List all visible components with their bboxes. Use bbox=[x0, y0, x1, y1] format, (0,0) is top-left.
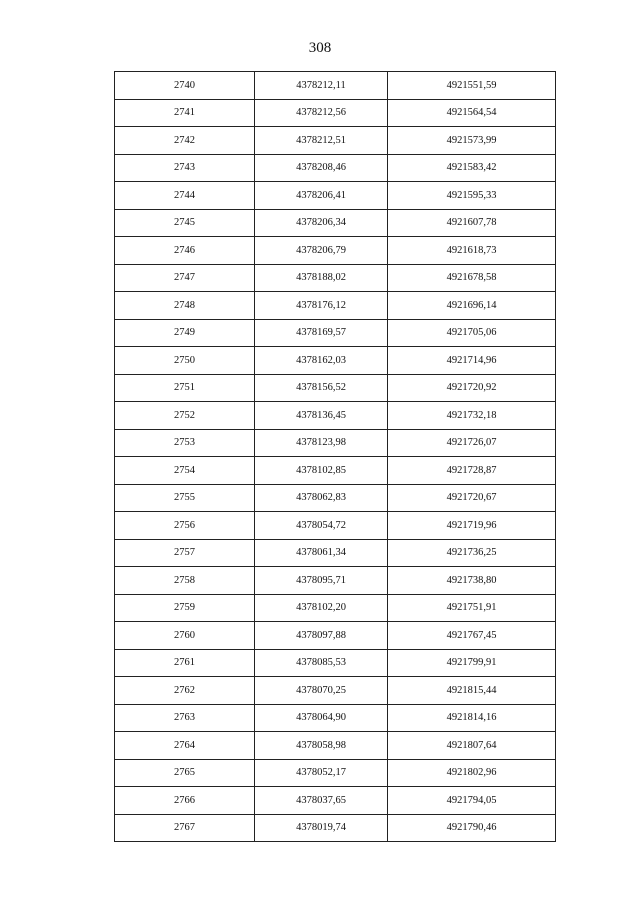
point-number-cell: 2748 bbox=[115, 292, 255, 320]
point-number-cell: 2760 bbox=[115, 622, 255, 650]
y-coordinate-cell: 4921678,58 bbox=[388, 264, 556, 292]
x-coordinate-cell: 4378095,71 bbox=[255, 567, 388, 595]
point-number-cell: 2742 bbox=[115, 127, 255, 155]
point-number-cell: 2756 bbox=[115, 512, 255, 540]
x-coordinate-cell: 4378052,17 bbox=[255, 759, 388, 787]
y-coordinate-cell: 4921807,64 bbox=[388, 732, 556, 760]
coordinates-table bbox=[114, 71, 556, 842]
x-coordinate-cell: 4378061,34 bbox=[255, 539, 388, 567]
table-row bbox=[115, 677, 556, 705]
point-number-cell: 2753 bbox=[115, 429, 255, 457]
table-row bbox=[115, 209, 556, 237]
x-coordinate-cell: 4378097,88 bbox=[255, 622, 388, 650]
y-coordinate-cell: 4921720,92 bbox=[388, 374, 556, 402]
point-number-cell: 2745 bbox=[115, 209, 255, 237]
y-coordinate-cell: 4921726,07 bbox=[388, 429, 556, 457]
y-coordinate-cell: 4921607,78 bbox=[388, 209, 556, 237]
page-number: 308 bbox=[308, 40, 332, 56]
point-number-cell: 2761 bbox=[115, 649, 255, 677]
table-row bbox=[115, 237, 556, 265]
point-number-cell: 2757 bbox=[115, 539, 255, 567]
table-row bbox=[115, 787, 556, 815]
table-row bbox=[115, 649, 556, 677]
point-number-cell: 2746 bbox=[115, 237, 255, 265]
x-coordinate-cell: 4378206,34 bbox=[255, 209, 388, 237]
point-number-cell: 2759 bbox=[115, 594, 255, 622]
x-coordinate-cell: 4378136,45 bbox=[255, 402, 388, 430]
y-coordinate-cell: 4921564,54 bbox=[388, 99, 556, 127]
point-number-cell: 2747 bbox=[115, 264, 255, 292]
point-number-cell: 2754 bbox=[115, 457, 255, 485]
point-number-cell: 2755 bbox=[115, 484, 255, 512]
table-row bbox=[115, 402, 556, 430]
table-row bbox=[115, 484, 556, 512]
table-body bbox=[115, 72, 556, 842]
point-number-cell: 2749 bbox=[115, 319, 255, 347]
point-number-cell: 2764 bbox=[115, 732, 255, 760]
y-coordinate-cell: 4921767,45 bbox=[388, 622, 556, 650]
y-coordinate-cell: 4921618,73 bbox=[388, 237, 556, 265]
table-row bbox=[115, 759, 556, 787]
point-number-cell: 2767 bbox=[115, 814, 255, 842]
x-coordinate-cell: 4378064,90 bbox=[255, 704, 388, 732]
y-coordinate-cell: 4921732,18 bbox=[388, 402, 556, 430]
table-row bbox=[115, 622, 556, 650]
point-number-cell: 2741 bbox=[115, 99, 255, 127]
y-coordinate-cell: 4921705,06 bbox=[388, 319, 556, 347]
x-coordinate-cell: 4378058,98 bbox=[255, 732, 388, 760]
table-row bbox=[115, 374, 556, 402]
y-coordinate-cell: 4921802,96 bbox=[388, 759, 556, 787]
table-row bbox=[115, 512, 556, 540]
point-number-cell: 2758 bbox=[115, 567, 255, 595]
y-coordinate-cell: 4921794,05 bbox=[388, 787, 556, 815]
y-coordinate-cell: 4921815,44 bbox=[388, 677, 556, 705]
y-coordinate-cell: 4921799,91 bbox=[388, 649, 556, 677]
table-row bbox=[115, 594, 556, 622]
table-row bbox=[115, 264, 556, 292]
y-coordinate-cell: 4921551,59 bbox=[388, 72, 556, 100]
y-coordinate-cell: 4921751,91 bbox=[388, 594, 556, 622]
table-row bbox=[115, 732, 556, 760]
x-coordinate-cell: 4378085,53 bbox=[255, 649, 388, 677]
point-number-cell: 2765 bbox=[115, 759, 255, 787]
point-number-cell: 2744 bbox=[115, 182, 255, 210]
point-number-cell: 2766 bbox=[115, 787, 255, 815]
x-coordinate-cell: 4378054,72 bbox=[255, 512, 388, 540]
y-coordinate-cell: 4921573,99 bbox=[388, 127, 556, 155]
table-row bbox=[115, 704, 556, 732]
x-coordinate-cell: 4378212,56 bbox=[255, 99, 388, 127]
x-coordinate-cell: 4378102,20 bbox=[255, 594, 388, 622]
x-coordinate-cell: 4378212,51 bbox=[255, 127, 388, 155]
x-coordinate-cell: 4378188,02 bbox=[255, 264, 388, 292]
table-row bbox=[115, 539, 556, 567]
point-number-cell: 2762 bbox=[115, 677, 255, 705]
point-number-cell: 2763 bbox=[115, 704, 255, 732]
y-coordinate-cell: 4921738,80 bbox=[388, 567, 556, 595]
table-row bbox=[115, 814, 556, 842]
x-coordinate-cell: 4378037,65 bbox=[255, 787, 388, 815]
x-coordinate-cell: 4378212,11 bbox=[255, 72, 388, 100]
x-coordinate-cell: 4378206,41 bbox=[255, 182, 388, 210]
y-coordinate-cell: 4921719,96 bbox=[388, 512, 556, 540]
table-row bbox=[115, 99, 556, 127]
x-coordinate-cell: 4378070,25 bbox=[255, 677, 388, 705]
y-coordinate-cell: 4921790,46 bbox=[388, 814, 556, 842]
x-coordinate-cell: 4378206,79 bbox=[255, 237, 388, 265]
point-number-cell: 2751 bbox=[115, 374, 255, 402]
table-row bbox=[115, 72, 556, 100]
x-coordinate-cell: 4378169,57 bbox=[255, 319, 388, 347]
y-coordinate-cell: 4921814,16 bbox=[388, 704, 556, 732]
point-number-cell: 2740 bbox=[115, 72, 255, 100]
point-number-cell: 2752 bbox=[115, 402, 255, 430]
point-number-cell: 2750 bbox=[115, 347, 255, 375]
x-coordinate-cell: 4378208,46 bbox=[255, 154, 388, 182]
x-coordinate-cell: 4378062,83 bbox=[255, 484, 388, 512]
table-row bbox=[115, 127, 556, 155]
y-coordinate-cell: 4921736,25 bbox=[388, 539, 556, 567]
x-coordinate-cell: 4378162,03 bbox=[255, 347, 388, 375]
table-row bbox=[115, 457, 556, 485]
x-coordinate-cell: 4378019,74 bbox=[255, 814, 388, 842]
x-coordinate-cell: 4378156,52 bbox=[255, 374, 388, 402]
y-coordinate-cell: 4921696,14 bbox=[388, 292, 556, 320]
y-coordinate-cell: 4921728,87 bbox=[388, 457, 556, 485]
y-coordinate-cell: 4921595,33 bbox=[388, 182, 556, 210]
x-coordinate-cell: 4378123,98 bbox=[255, 429, 388, 457]
y-coordinate-cell: 4921583,42 bbox=[388, 154, 556, 182]
y-coordinate-cell: 4921714,96 bbox=[388, 347, 556, 375]
table-row bbox=[115, 182, 556, 210]
table-row bbox=[115, 319, 556, 347]
table-row bbox=[115, 292, 556, 320]
y-coordinate-cell: 4921720,67 bbox=[388, 484, 556, 512]
x-coordinate-cell: 4378176,12 bbox=[255, 292, 388, 320]
table-row bbox=[115, 154, 556, 182]
table-row bbox=[115, 429, 556, 457]
table-row bbox=[115, 567, 556, 595]
point-number-cell: 2743 bbox=[115, 154, 255, 182]
table-row bbox=[115, 347, 556, 375]
x-coordinate-cell: 4378102,85 bbox=[255, 457, 388, 485]
